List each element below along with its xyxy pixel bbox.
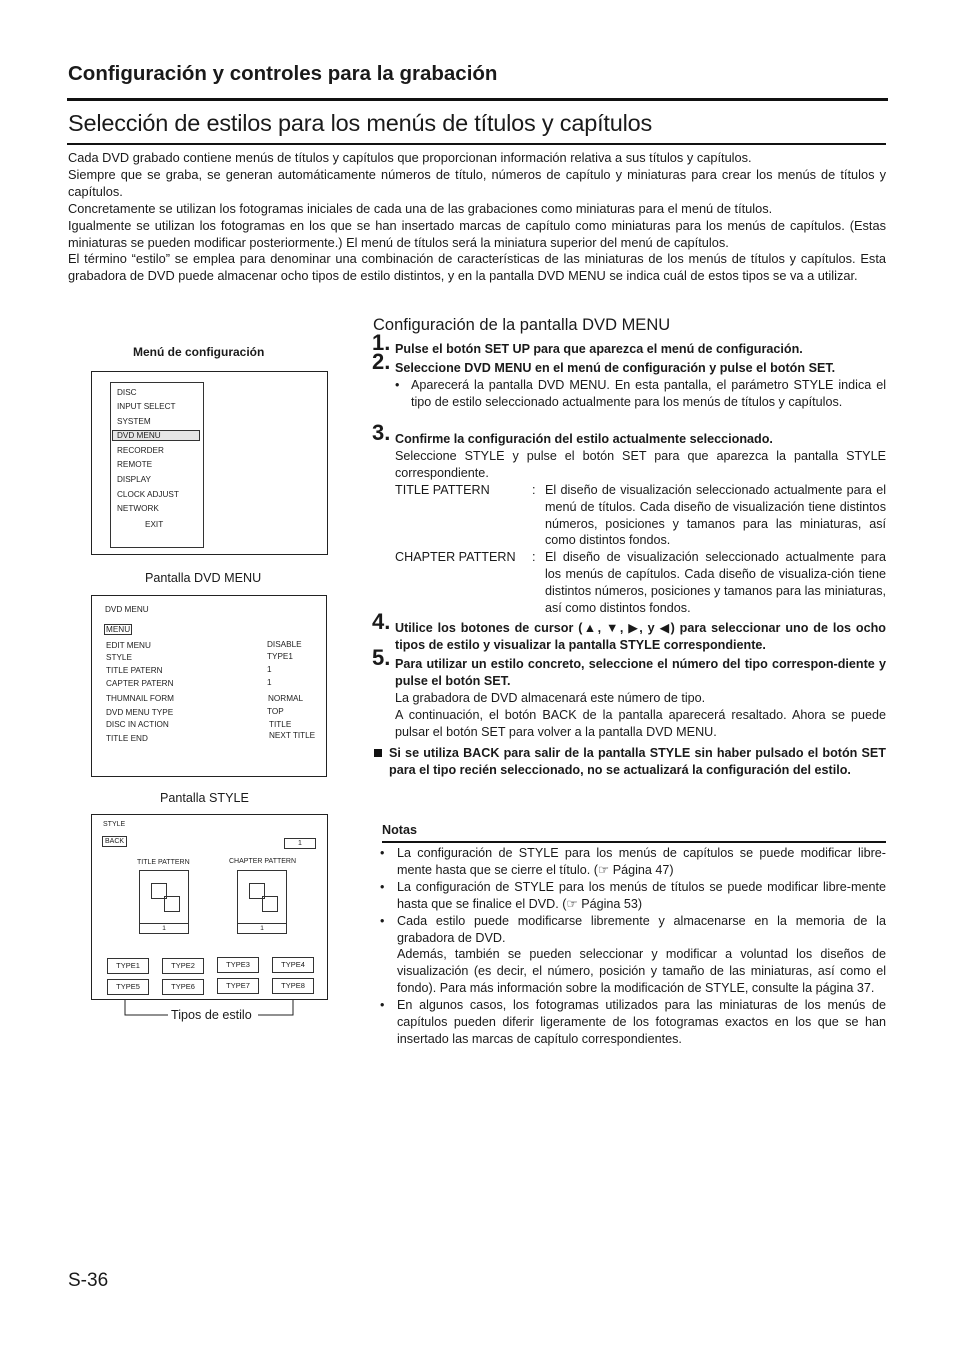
intro-paragraph: Concretamente se utilizan los fotogramas iniciales de cada una de las grabaciones como miniaturas para el menú de títulos.	[68, 200, 773, 216]
step-5-detail-1: La grabadora de DVD almacenará este número de tipo.	[395, 690, 706, 705]
intro-paragraph: Igualmente se utilizan los fotogramas en los que se han insertado marcas de capítulo como miniaturas para los menús de capítulos. (Estas miniaturas se pueden modificar posteriormente.) El menú de títulos será la miniatura superior del menú de capítulos.	[68, 217, 886, 250]
menu-item-remote[interactable]: REMOTE	[117, 460, 153, 469]
intro-paragraph: El término “estilo” se emplea para denominar una combinación de características de las miniaturas de los menús de títulos y capítulos. Esta grabadora de DVD puede almacenar ocho tipos de estilo distintos, y en la pantalla DVD MENU se indica cuál de estos tipos se va a utilizar.	[68, 251, 886, 284]
type5-button[interactable]: TYPE5	[107, 979, 149, 995]
note-item: • Cada estilo puede modificarse libremente y almacenarse en la memoria de la grabadora de DVD.	[380, 913, 886, 945]
dvd-menu-value: NORMAL	[268, 694, 304, 703]
note-item: • En algunos casos, los fotogramas utilizados para las miniaturas de los menús de capítulos pueden diferir ligeramente de los fotogramas exactos en los que se han insertado las marcas de capítulo correspondientes.	[380, 998, 886, 1046]
style-screen	[91, 814, 328, 1000]
menu-item-disc[interactable]: DISC	[117, 388, 137, 397]
intro-text	[68, 150, 886, 285]
step-2-text: Seleccione DVD MENU en el menú de configuración y pulse el botón SET.	[395, 361, 836, 375]
style-number-field[interactable]: 1	[284, 838, 316, 849]
intro-paragraph: Cada DVD grabado contiene menús de títulos y capítulos que proporcionan información relativa a sus títulos y capítulos.	[68, 150, 752, 165]
dvd-menu-label[interactable]: DVD MENU TYPE	[106, 708, 174, 717]
step-4-text: Utilice los botones de cursor (▲, ▼, ▶, y ◀) para seleccionar uno de los ocho tipos de estilo y visualizar la pantalla STYLE correspondiente.	[395, 621, 886, 652]
chapter-pattern-number: 1	[237, 923, 287, 934]
step-4	[372, 609, 886, 654]
setup-menu-caption: Menú de configuración	[133, 345, 265, 359]
back-button[interactable]: BACK	[102, 836, 127, 847]
heading-rule	[67, 98, 888, 101]
menu-item-display[interactable]: DISPLAY	[117, 475, 151, 484]
config-heading: Configuración de la pantalla DVD MENU	[373, 316, 671, 334]
note-item: • La configuración de STYLE para los menús de capítulos se puede modificar libre-mente hasta que se cierre el título. (☞ Página 47)	[380, 846, 886, 877]
step-number: 3.	[372, 420, 391, 445]
dvd-menu-label[interactable]: EDIT MENU	[106, 641, 151, 650]
dvd-menu-value: TITLE	[269, 720, 292, 729]
step-number: 2.	[372, 349, 391, 374]
dvd-menu-tab[interactable]: MENU	[106, 625, 131, 634]
setup-menu-screen	[91, 371, 328, 555]
title-pattern-number: 1	[139, 923, 189, 934]
menu-item-input-select[interactable]: INPUT SELECT	[117, 402, 176, 411]
title-pattern-desc: El diseño de visualización seleccionado actualmente para el menú de títulos. Cada diseño de visualización tiene distintos números, posiciones y tamanos para las miniaturas, así como distintos fondos.	[545, 482, 886, 548]
step-3	[372, 420, 886, 617]
dvd-menu-title: DVD MENU	[105, 605, 149, 614]
menu-item-dvd-menu[interactable]: DVD MENU	[112, 430, 200, 441]
title-rule	[67, 143, 886, 145]
dvd-menu-label[interactable]: CAPTER PATERN	[106, 679, 174, 688]
type2-button[interactable]: TYPE2	[162, 958, 204, 974]
chapter-pattern-definition: CHAPTER PATTERN : El diseño de visualización seleccionado actualmente para los menús de capítulos. Cada diseño de visualiza-ción tiene distintos números, posiciones y tamanos para las miniaturas, así como distintos fondos.	[395, 550, 886, 616]
style-caption: Pantalla STYLE	[160, 791, 249, 805]
step-1	[372, 330, 886, 358]
step-number: 1.	[372, 330, 391, 355]
style-title: STYLE	[103, 821, 126, 828]
dvd-menu-value: 1	[267, 665, 272, 674]
note-item-continued: Además, también se pueden seleccionar y modificar a voluntad los diseños de visualización (es decir, el número, posición y tamaño de las miniaturas, así como el fondo). Para más información sobre la modificación de STYLE, consulte la página 37.	[397, 947, 886, 996]
dvd-menu-screen	[91, 595, 327, 777]
type4-button[interactable]: TYPE4	[272, 957, 314, 973]
menu-item-network[interactable]: NETWORK	[117, 504, 159, 513]
types-label: Tipos de estilo	[171, 1008, 252, 1022]
notes-title: Notas	[382, 823, 417, 837]
menu-item-clock-adjust[interactable]: CLOCK ADJUST	[117, 490, 179, 499]
title-pattern-label: TITLE PATTERN	[137, 859, 190, 866]
menu-item-system[interactable]: SYSTEM	[117, 417, 151, 426]
chapter-pattern-preview[interactable]	[237, 870, 287, 924]
step-1-text: Pulse el botón SET UP para que aparezca el menú de configuración.	[395, 342, 803, 356]
notes-list	[380, 845, 886, 1048]
step-5	[372, 645, 886, 741]
step-5-text: Para utilizar un estilo concreto, seleccione el número del tipo correspon-diente y pulse el botón SET.	[395, 657, 886, 688]
page-number: S-36	[68, 1270, 109, 1291]
dvd-menu-value: TYPE1	[267, 652, 293, 661]
menu-exit-button[interactable]: EXIT	[145, 520, 164, 529]
step-2-bullet: • Aparecerá la pantalla DVD MENU. En esta pantalla, el parámetro STYLE indica el tipo de estilo seleccionado actualmente para los menús de títulos y capítulos.	[395, 377, 886, 409]
thumbnail-frame	[262, 896, 278, 912]
type7-button[interactable]: TYPE7	[217, 978, 259, 994]
dvd-menu-caption: Pantalla DVD MENU	[145, 571, 262, 585]
title-pattern-term: TITLE PATTERN	[395, 482, 490, 497]
dvd-menu-label[interactable]: TITLE END	[106, 734, 148, 743]
intro-paragraph: Siempre que se graba, se generan automáticamente números de título, números de capítulo y miniaturas para crear los menús de títulos y capítulos.	[68, 166, 886, 199]
chapter-pattern-label: CHAPTER PATTERN	[229, 858, 297, 865]
type6-button[interactable]: TYPE6	[162, 979, 204, 995]
menu-item-recorder[interactable]: RECORDER	[117, 446, 164, 455]
warning-note	[372, 745, 886, 779]
dvd-menu-value: NEXT TITLE	[269, 731, 316, 740]
dvd-menu-value: TOP	[267, 707, 284, 716]
type1-button[interactable]: TYPE1	[107, 958, 149, 974]
dvd-menu-label[interactable]: STYLE	[106, 653, 132, 662]
title-pattern-definition: TITLE PATTERN : El diseño de visualización seleccionado actualmente para el menú de títulos. Cada diseño de visualización tiene distintos números, posiciones y tamanos para las miniaturas, así como distintos fondos.	[395, 482, 886, 548]
type8-button[interactable]: TYPE8	[272, 978, 314, 994]
square-bullet-icon	[374, 749, 382, 757]
dvd-menu-label[interactable]: TITLE PATERN	[106, 666, 163, 675]
setup-menu-list	[110, 382, 204, 548]
step-number: 4.	[372, 609, 391, 634]
dvd-menu-label[interactable]: THUMNAIL FORM	[106, 694, 174, 703]
notes-rule	[382, 841, 886, 843]
warning-text: Si se utiliza BACK para salir de la pantalla STYLE sin haber pulsado el botón SET para el tipo recién seleccionado, no se actualizará la configuración del estilo.	[389, 746, 886, 777]
title-pattern-preview[interactable]	[139, 870, 189, 924]
dvd-menu-value: DISABLE	[267, 640, 302, 649]
step-3-text: Confirme la configuración del estilo actualmente seleccionado.	[395, 432, 773, 446]
note-item: • La configuración de STYLE para los menús de títulos se puede modificar libre-mente hasta que se finalice el DVD. (☞ Página 53)	[380, 879, 886, 911]
section-heading: Configuración y controles para la grabación	[68, 62, 498, 85]
dvd-menu-label[interactable]: DISC IN ACTION	[106, 720, 169, 729]
type3-button[interactable]: TYPE3	[217, 957, 259, 973]
chapter-pattern-term: CHAPTER PATTERN	[395, 550, 516, 565]
step-number: 5.	[372, 645, 391, 670]
step-5-detail-2: A continuación, el botón BACK de la pantalla aparecerá resaltado. Ahora se puede pulsar el botón SET para volver a la pantalla DVD MENU.	[395, 707, 886, 739]
thumbnail-frame	[164, 896, 180, 912]
page-title: Selección de estilos para los menús de títulos y capítulos	[68, 110, 653, 136]
dvd-menu-value: 1	[267, 678, 272, 687]
chapter-pattern-desc: El diseño de visualización seleccionado actualmente para los menús de capítulos. Cada diseño de visualiza-ción tiene distintos números, posiciones y tamanos para las miniaturas, así como distintos fondos.	[545, 550, 886, 616]
step-3-detail: Seleccione STYLE y pulse el botón SET para que aparezca la pantalla STYLE correspondiente.	[395, 448, 886, 480]
step-2-bullet-text: Aparecerá la pantalla DVD MENU. En esta pantalla, el parámetro STYLE indica el tipo de estilo seleccionado actualmente para los menús de títulos y capítulos.	[411, 377, 886, 409]
